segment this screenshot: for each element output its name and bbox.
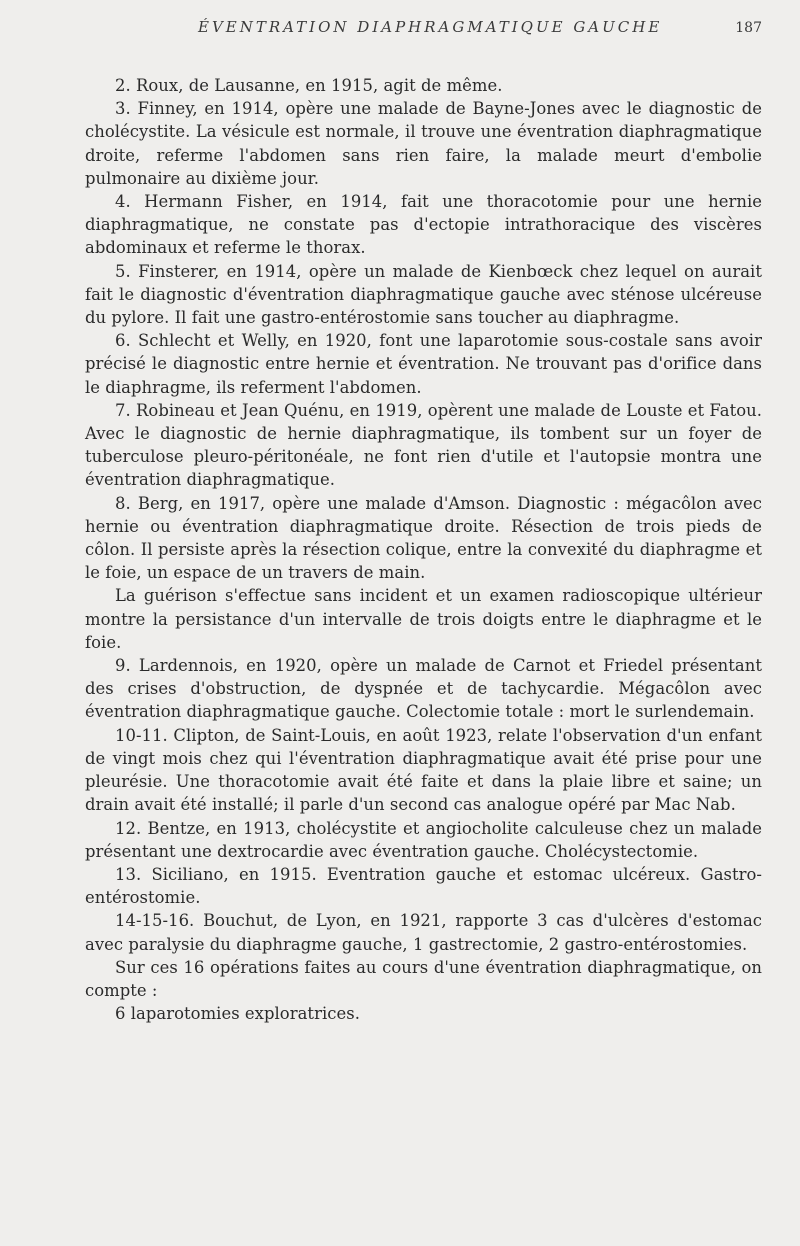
paragraph-siciliano: 13. Siciliano, en 1915. Eventration gauche et estomac ulcéreux. Gastro-entérostomie. <box>85 864 762 908</box>
paragraph-laparotomies: 6 laparotomies exploratrices. <box>115 1004 360 1024</box>
paragraph-lardennois: 9. Lardennois, en 1920, opère un malade de Carnot et Friedel présentant des crises d'obstruction, de dyspnée et de tachycardie. Mégacôlon avec éventration diaphragmatique gauche. Colectomie totale : mort le surlendemain. <box>85 656 762 722</box>
paragraph-finney: 3. Finney, en 1914, opère une malade de Bayne-Jones avec le diagnostic de cholécystite. La vésicule est normale, il trouve une éventration diaphragmatique droite, referme l'abdomen sans rien faire, la malade meurt d'embolie pulmonaire au dixième jour. <box>85 99 762 188</box>
body-text <box>85 74 762 1025</box>
paragraph-bouchut: 14-15-16. Bouchut, de Lyon, en 1921, rapporte 3 cas d'ulcères d'estomac avec paralysie du diaphragme gauche, 1 gastrectomie, 2 gastro-entérostomies. <box>85 911 762 954</box>
paragraph-fisher: 4. Hermann Fisher, en 1914, fait une thoracotomie pour une hernie diaphragmatique, ne constate pas d'ectopie intrathoracique des viscères abdominaux et referme le thorax. <box>85 192 762 258</box>
paragraph-robineau-quenu: 7. Robineau et Jean Quénu, en 1919, opèrent une malade de Louste et Fatou. Avec le diagnostic de hernie diaphragmatique, ils tombent sur un foyer de tuberculose pleuro-péritonéale, ne font rien d'utile et l'autopsie montra une éventration diaphragmatique. <box>85 400 762 490</box>
paragraph-berg: 8. Berg, en 1917, opère une malade d'Amson. Diagnostic : mégacôlon avec hernie ou éventration diaphragmatique droite. Résection de trois pieds de côlon. Il persiste après la résection colique, entre la convexité du diaphragme et le foie, un espace de un travers de main. <box>85 493 762 583</box>
paragraph-roux: 2. Roux, de Lausanne, en 1915, agit de même. <box>115 76 503 95</box>
paragraph-clipton: 10-11. Clipton, de Saint-Louis, en août 1923, relate l'observation d'un enfant de vingt mois chez qui l'éventration diaphragmatique avait été prise pour une pleurésie. Une thoracotomie avait été faite et dans la plaie libre et saine; un drain avait été installé; il parle d'un second cas analogue opéré par Mac Nab. <box>85 725 762 815</box>
paragraph-bentze: 12. Bentze, en 1913, cholécystite et angiocholite calculeuse chez un malade présentant une dextrocardie avec éventration gauche. Cholécystectomie. <box>85 818 762 861</box>
running-head <box>85 18 762 44</box>
paragraph-summary: Sur ces 16 opérations faites au cours d'une éventration diaphragmatique, on compte : <box>85 957 762 1000</box>
paragraph-schlecht-welly: 6. Schlecht et Welly, en 1920, font une laparotomie sous-costale sans avoir précisé le diagnostic entre hernie et éventration. Ne trouvant pas d'orifice dans le diaphragme, ils referment l'abdomen. <box>85 331 762 397</box>
page-number: 187 <box>735 20 762 36</box>
paragraph-finsterer: 5. Finsterer, en 1914, opère un malade de Kienbœck chez lequel on aurait fait le diagnostic d'éventration diaphragmatique gauche avec sténose ulcéreuse du pylore. Il fait une gastro-entérostomie sans toucher au diaphragme. <box>85 261 762 328</box>
paragraph-guerison: La guérison s'effectue sans incident et un examen radioscopique ultérieur montre la persistance d'un intervalle de trois doigts entre le diaphragme et le foie. <box>85 586 762 652</box>
running-title: ÉVENTRATION DIAPHRAGMATIQUE GAUCHE <box>198 18 663 36</box>
